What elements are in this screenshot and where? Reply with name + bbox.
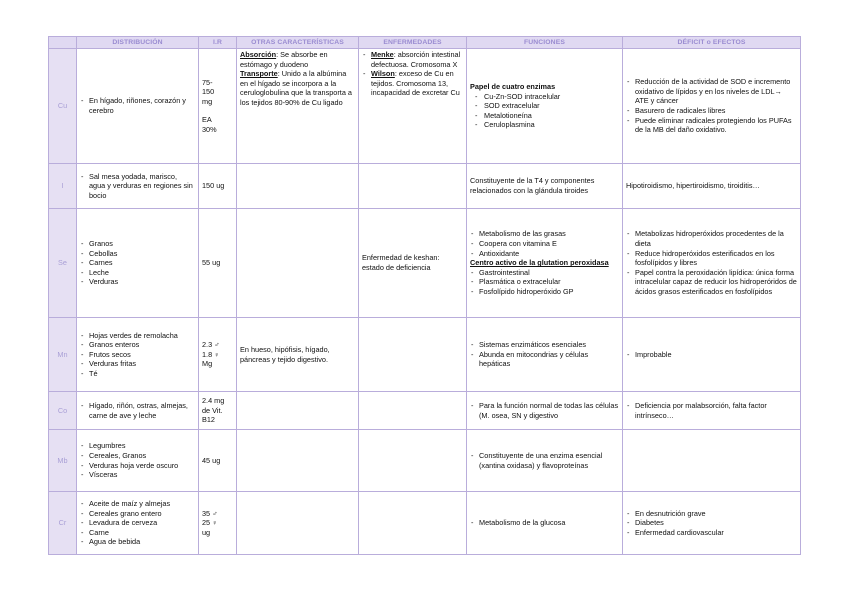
header-blank [49,37,77,49]
cu-distribucion: - En hígado, riñones, corazón y cerebro [77,49,199,164]
element-mb: Mb [49,430,77,492]
cu-funciones: Papel de cuatro enzimas - Cu-Zn-SOD intracelular - SOD extracelular - Metalotioneína - Ceruloplasmina [467,49,623,164]
co-deficit: - Deficiencia por malabsorción, falta factor intrínseco… [623,392,801,430]
co-otras [237,392,359,430]
mb-enfermedades [359,430,467,492]
se-funciones: - Metabolismo de las grasas - Coopera con vitamina E - Antioxidante Centro activo de la glutation peroxidasa - Gastrointestinal - Plasmática o extracelular - Fosfolípido hidroperóxido GP [467,209,623,318]
element-mn: Mn [49,318,77,392]
cu-enfermedades: - Menke: absorción intestinal defectuosa. Cromosoma X - Wilson: exceso de Cu en tejidos. Cromosoma 13, incapacidad de excretar Cu [359,49,467,164]
cr-ir: 35 ♂ 25 ♀ ug [199,492,237,555]
cu-deficit: - Reducción de la actividad de SOD e incremento oxidativo de lípidos y en los niveles de LDL→ ATE y cáncer - Basurero de radicales libres - Puede eliminar radicales protegiendo los PUFAs de la MB del daño oxidativo. [623,49,801,164]
i-enfermedades [359,164,467,209]
cr-otras [237,492,359,555]
row-se [49,209,801,318]
i-distribucion: - Sal mesa yodada, marisco, agua y verduras en regiones sin bocio [77,164,199,209]
row-cu [49,49,801,164]
mn-funciones: - Sistemas enzimáticos esenciales - Abunda en mitocondrias y células hepáticas [467,318,623,392]
header-funciones: FUNCIONES [467,37,623,49]
mn-otras: En hueso, hipófisis, hígado, páncreas y tejido digestivo. [237,318,359,392]
mb-funciones: - Constituyente de una enzima esencial (xantina oxidasa) y flavoproteínas [467,430,623,492]
cu-otras: Absorción: Se absorbe en estómago y duodeno Transporte: Unido a la albúmina en el hígado se incorpora a la ceruloglobulina que la transporta a los tejidos 80-90% de Cu ligado [237,49,359,164]
row-mn [49,318,801,392]
header-otras: OTRAS CARACTERÍSTICAS [237,37,359,49]
mn-enfermedades [359,318,467,392]
se-enfermedades: Enfermedad de keshan: estado de deficiencia [359,209,467,318]
header-enfermedades: ENFERMEDADES [359,37,467,49]
element-i: I [49,164,77,209]
mb-deficit [623,430,801,492]
cu-ir: 75- 150 mg EA 30% [199,49,237,164]
i-otras [237,164,359,209]
row-cr [49,492,801,555]
element-cu: Cu [49,49,77,164]
cr-distribucion: - Aceite de maíz y almejas - Cereales grano entero - Levadura de cerveza - Carne - Agua de bebida [77,492,199,555]
co-enfermedades [359,392,467,430]
header-ir: I.R [199,37,237,49]
se-distribucion: - Granos - Cebollas - Carnes - Leche - Verduras [77,209,199,318]
element-cr: Cr [49,492,77,555]
se-otras [237,209,359,318]
i-ir: 150 ug [199,164,237,209]
trace-elements-table [48,36,801,555]
element-se: Se [49,209,77,318]
mn-distribucion: - Hojas verdes de remolacha - Granos enteros - Frutos secos - Verduras fritas - Té [77,318,199,392]
co-ir: 2.4 mg de Vit. B12 [199,392,237,430]
mb-otras [237,430,359,492]
header-row [49,37,801,49]
mn-ir: 2.3 ♂ 1.8 ♀ Mg [199,318,237,392]
co-funciones: - Para la función normal de todas las células (M. osea, SN y digestivo [467,392,623,430]
row-i [49,164,801,209]
mn-deficit: - Improbable [623,318,801,392]
row-mb [49,430,801,492]
mb-ir: 45 ug [199,430,237,492]
co-distribucion: - Hígado, riñón, ostras, almejas, carne de ave y leche [77,392,199,430]
header-distribucion: DISTRIBUCIÓN [77,37,199,49]
i-deficit: Hipotiroidismo, hipertiroidismo, tiroiditis… [623,164,801,209]
i-funciones: Constituyente de la T4 y componentes relacionados con la glándula tiroides [467,164,623,209]
se-deficit: - Metabolizas hidroperóxidos procedentes de la dieta - Reduce hidroperóxidos esterificados en los fosfolípidos y libres - Papel contra la peroxidación lipídica: única forma intracelular capaz de reducir los hidroperóridos de ácidos grasos esterificados en fosfolípidos [623,209,801,318]
header-deficit: DÉFICIT o EFECTOS [623,37,801,49]
cr-enfermedades [359,492,467,555]
se-ir: 55 ug [199,209,237,318]
mb-distribucion: - Legumbres - Cereales, Granos - Verduras hoja verde oscuro - Vísceras [77,430,199,492]
cr-funciones: - Metabolismo de la glucosa [467,492,623,555]
cr-deficit: - En desnutrición grave - Diabetes - Enfermedad cardiovascular [623,492,801,555]
row-co [49,392,801,430]
element-co: Co [49,392,77,430]
